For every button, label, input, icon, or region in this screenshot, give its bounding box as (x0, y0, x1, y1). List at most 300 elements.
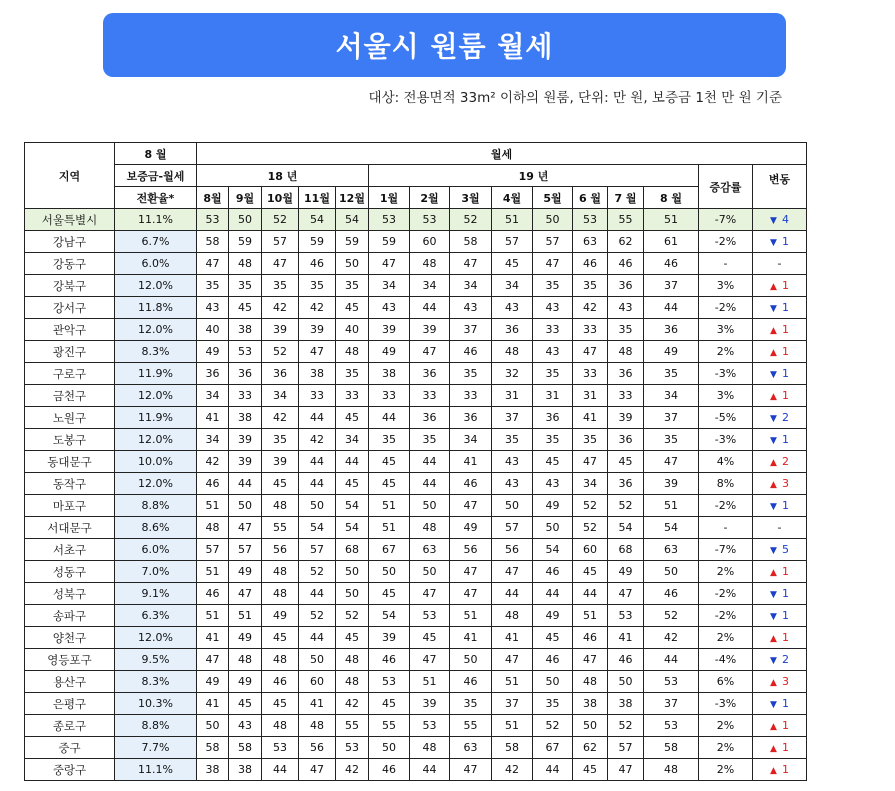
rent-cell: 42 (336, 693, 369, 715)
rent-cell: 48 (492, 605, 533, 627)
rent-cell: 59 (336, 231, 369, 253)
rent-cell: 36 (450, 407, 492, 429)
rate-cell: 8.6% (115, 517, 197, 539)
rent-cell: 59 (229, 231, 262, 253)
rent-cell: 35 (533, 363, 573, 385)
change-value: 2 (781, 411, 789, 424)
rent-cell: 44 (410, 451, 450, 473)
change-value: 1 (781, 499, 789, 512)
rent-cell: 48 (608, 341, 644, 363)
pct-cell: -3% (699, 693, 753, 715)
table-row (25, 495, 807, 517)
rent-cell: 38 (197, 759, 229, 781)
rent-cell: 50 (450, 649, 492, 671)
table-row (25, 429, 807, 451)
triangle-down-icon: ▼ (770, 502, 777, 512)
rent-cell: 36 (262, 363, 299, 385)
rent-cell: 39 (369, 319, 410, 341)
rent-cell: 46 (644, 583, 699, 605)
rent-cell: 67 (369, 539, 410, 561)
rent-cell: 53 (262, 737, 299, 759)
rent-cell: 31 (492, 385, 533, 407)
rent-cell: 47 (608, 759, 644, 781)
rent-cell: 39 (299, 319, 336, 341)
rent-cell: 46 (369, 649, 410, 671)
table-row (25, 517, 807, 539)
rent-cell: 36 (410, 407, 450, 429)
rent-cell: 52 (573, 495, 608, 517)
rent-cell: 45 (369, 473, 410, 495)
rent-cell: 51 (197, 495, 229, 517)
rent-cell: 48 (299, 715, 336, 737)
header-month: 6 월 (573, 187, 608, 209)
rent-cell: 55 (262, 517, 299, 539)
rent-cell: 49 (644, 341, 699, 363)
rent-cell: 35 (197, 275, 229, 297)
rent-cell: 50 (644, 561, 699, 583)
header-rate-3: 전환율* (115, 187, 197, 209)
rent-cell: 48 (229, 253, 262, 275)
pct-cell: -3% (699, 429, 753, 451)
rent-cell: 46 (450, 473, 492, 495)
table-row (25, 759, 807, 781)
rent-cell: 44 (262, 759, 299, 781)
region-cell: 중랑구 (25, 759, 115, 781)
change-value: 1 (781, 367, 789, 380)
rent-cell: 43 (533, 341, 573, 363)
rent-cell: 51 (492, 209, 533, 231)
rate-cell: 12.0% (115, 385, 197, 407)
change-value: 1 (781, 345, 789, 358)
rent-cell: 44 (336, 451, 369, 473)
rate-cell: 8.8% (115, 715, 197, 737)
rent-cell: 51 (573, 605, 608, 627)
region-cell: 서대문구 (25, 517, 115, 539)
triangle-down-icon: ▼ (770, 304, 777, 314)
page-title-banner (103, 13, 786, 77)
region-cell: 도봉구 (25, 429, 115, 451)
rent-cell: 50 (410, 495, 450, 517)
region-cell: 성동구 (25, 561, 115, 583)
rent-cell: 55 (369, 715, 410, 737)
change-value: 3 (781, 477, 789, 490)
header-pct: 증감률 (699, 165, 753, 209)
region-cell: 강북구 (25, 275, 115, 297)
rent-cell: 62 (608, 231, 644, 253)
rent-cell: 54 (608, 517, 644, 539)
rent-cell: 50 (336, 561, 369, 583)
rent-cell: 53 (410, 209, 450, 231)
rent-cell: 52 (262, 341, 299, 363)
rent-cell: 58 (450, 231, 492, 253)
change-value: 1 (781, 741, 789, 754)
rent-cell: 54 (644, 517, 699, 539)
rent-cell: 44 (410, 473, 450, 495)
rent-cell: 57 (262, 231, 299, 253)
header-month: 2월 (410, 187, 450, 209)
subtitle: 대상: 전용면적 33m² 이하의 원룸, 단위: 만 원, 보증금 1천 만 원 기준 (368, 90, 782, 106)
change-value: 1 (781, 433, 789, 446)
rent-cell: 46 (644, 253, 699, 275)
rent-cell: 50 (369, 737, 410, 759)
rent-cell: 46 (262, 671, 299, 693)
header-rent: 월세 (197, 143, 807, 165)
rent-cell: 46 (197, 583, 229, 605)
rent-cell: 56 (492, 539, 533, 561)
pct-cell: - (699, 517, 753, 539)
rent-cell: 53 (644, 671, 699, 693)
table-row (25, 407, 807, 429)
rent-cell: 67 (533, 737, 573, 759)
rent-cell: 44 (299, 473, 336, 495)
rent-cell: 44 (299, 451, 336, 473)
change-value: 1 (781, 719, 789, 732)
rent-cell: 53 (410, 715, 450, 737)
table-row (25, 253, 807, 275)
rent-cell: 62 (573, 737, 608, 759)
rent-cell: 48 (492, 341, 533, 363)
rent-cell: 43 (533, 297, 573, 319)
change-cell (753, 231, 807, 253)
rent-cell: 50 (299, 495, 336, 517)
rent-cell: 36 (608, 473, 644, 495)
rent-cell: 35 (492, 429, 533, 451)
rent-cell: 48 (262, 715, 299, 737)
region-cell: 마포구 (25, 495, 115, 517)
rent-cell: 51 (492, 715, 533, 737)
rent-cell: 58 (197, 737, 229, 759)
rent-cell: 41 (299, 693, 336, 715)
rate-cell: 7.0% (115, 561, 197, 583)
pct-cell: 2% (699, 561, 753, 583)
rent-cell: 68 (336, 539, 369, 561)
rent-cell: 52 (262, 209, 299, 231)
rent-cell: 48 (262, 649, 299, 671)
rent-cell: 45 (573, 561, 608, 583)
triangle-up-icon: ▲ (770, 458, 777, 468)
rent-cell: 33 (410, 385, 450, 407)
rent-cell: 45 (533, 451, 573, 473)
rent-cell: 52 (573, 517, 608, 539)
rent-cell: 48 (644, 759, 699, 781)
rent-cell: 34 (492, 275, 533, 297)
rent-cell: 49 (229, 561, 262, 583)
region-cell: 강동구 (25, 253, 115, 275)
change-cell (753, 737, 807, 759)
rent-cell: 45 (262, 627, 299, 649)
rent-cell: 47 (450, 583, 492, 605)
change-value: 1 (781, 279, 789, 292)
region-cell: 구로구 (25, 363, 115, 385)
rent-cell: 51 (369, 517, 410, 539)
table-row (25, 451, 807, 473)
rent-cell: 60 (573, 539, 608, 561)
triangle-up-icon: ▲ (770, 744, 777, 754)
rent-cell: 39 (229, 429, 262, 451)
rent-cell: 57 (492, 231, 533, 253)
rent-cell: 33 (533, 319, 573, 341)
rent-cell: 35 (644, 363, 699, 385)
rent-cell: 50 (410, 561, 450, 583)
triangle-up-icon: ▲ (770, 348, 777, 358)
rent-cell: 43 (369, 297, 410, 319)
rate-cell: 11.8% (115, 297, 197, 319)
rent-cell: 46 (608, 253, 644, 275)
rent-cell: 63 (644, 539, 699, 561)
pct-cell: 2% (699, 759, 753, 781)
rent-cell: 38 (229, 759, 262, 781)
rent-cell: 41 (450, 627, 492, 649)
rent-cell: 51 (197, 561, 229, 583)
rent-cell: 37 (492, 407, 533, 429)
rent-cell: 47 (262, 253, 299, 275)
rent-cell: 47 (644, 451, 699, 473)
pct-cell: 2% (699, 341, 753, 363)
rent-cell: 48 (229, 649, 262, 671)
rent-cell: 47 (299, 341, 336, 363)
rate-cell: 6.0% (115, 253, 197, 275)
rent-cell: 41 (492, 627, 533, 649)
rent-cell: 47 (410, 341, 450, 363)
rent-cell: 34 (450, 429, 492, 451)
rent-cell: 53 (336, 737, 369, 759)
rent-cell: 63 (450, 737, 492, 759)
region-cell: 성북구 (25, 583, 115, 605)
rent-cell: 45 (369, 693, 410, 715)
change-cell (753, 627, 807, 649)
pct-cell: -4% (699, 649, 753, 671)
rent-cell: 43 (492, 451, 533, 473)
rate-cell: 10.3% (115, 693, 197, 715)
rent-cell: 49 (229, 627, 262, 649)
rent-cell: 46 (197, 473, 229, 495)
rent-cell: 52 (336, 605, 369, 627)
pct-cell: 2% (699, 627, 753, 649)
rent-cell: 35 (262, 275, 299, 297)
rent-cell: 68 (608, 539, 644, 561)
rate-cell: 7.7% (115, 737, 197, 759)
rent-cell: 42 (262, 407, 299, 429)
pct-cell: 8% (699, 473, 753, 495)
change-cell (753, 319, 807, 341)
rent-cell: 60 (410, 231, 450, 253)
rent-cell: 35 (573, 429, 608, 451)
rent-cell: 39 (410, 319, 450, 341)
rent-cell: 53 (229, 341, 262, 363)
rent-cell: 35 (229, 275, 262, 297)
rent-cell: 44 (533, 583, 573, 605)
rent-cell: 52 (450, 209, 492, 231)
rent-cell: 36 (608, 429, 644, 451)
rent-cell: 54 (533, 539, 573, 561)
triangle-up-icon: ▲ (770, 678, 777, 688)
change-cell (753, 693, 807, 715)
region-cell: 동대문구 (25, 451, 115, 473)
triangle-down-icon: ▼ (770, 656, 777, 666)
rent-cell: 52 (299, 561, 336, 583)
table-row (25, 275, 807, 297)
rent-cell: 47 (197, 649, 229, 671)
rate-cell: 6.3% (115, 605, 197, 627)
region-cell: 양천구 (25, 627, 115, 649)
rate-cell: 12.0% (115, 319, 197, 341)
rent-cell: 55 (608, 209, 644, 231)
rate-cell: 9.1% (115, 583, 197, 605)
rent-cell: 43 (492, 473, 533, 495)
rent-cell: 49 (608, 561, 644, 583)
table-row (25, 583, 807, 605)
rent-cell: 44 (229, 473, 262, 495)
rent-cell: 50 (336, 583, 369, 605)
change-cell (753, 561, 807, 583)
rent-cell: 35 (533, 693, 573, 715)
rent-cell: 61 (644, 231, 699, 253)
rent-cell: 52 (644, 605, 699, 627)
pct-cell: -2% (699, 231, 753, 253)
rent-cell: 37 (644, 275, 699, 297)
header-month: 7 월 (608, 187, 644, 209)
rent-cell: 45 (410, 627, 450, 649)
table-row (25, 363, 807, 385)
table-row (25, 231, 807, 253)
change-value: 1 (781, 323, 789, 336)
rent-cell: 49 (533, 495, 573, 517)
rent-cell: 37 (450, 319, 492, 341)
pct-cell: 2% (699, 737, 753, 759)
change-cell (753, 385, 807, 407)
change-value: 2 (781, 455, 789, 468)
region-cell: 영등포구 (25, 649, 115, 671)
rent-cell: 58 (229, 737, 262, 759)
rent-cell: 45 (369, 583, 410, 605)
rent-cell: 55 (450, 715, 492, 737)
rent-cell: 42 (299, 429, 336, 451)
rent-cell: 38 (299, 363, 336, 385)
rent-cell: 37 (492, 693, 533, 715)
rent-cell: 33 (608, 385, 644, 407)
rent-cell: 35 (336, 363, 369, 385)
header-month: 4월 (492, 187, 533, 209)
change-cell (753, 583, 807, 605)
rent-cell: 59 (369, 231, 410, 253)
rent-cell: 34 (336, 429, 369, 451)
rent-cell: 38 (229, 407, 262, 429)
rent-cell: 35 (262, 429, 299, 451)
rent-cell: 35 (410, 429, 450, 451)
rent-cell: 43 (229, 715, 262, 737)
rent-cell: 47 (299, 759, 336, 781)
rent-cell: 43 (197, 297, 229, 319)
region-cell: 광진구 (25, 341, 115, 363)
rent-cell: 48 (410, 517, 450, 539)
rate-cell: 12.0% (115, 627, 197, 649)
rent-cell: 50 (336, 253, 369, 275)
change-value: 2 (781, 653, 789, 666)
rent-cell: 41 (573, 407, 608, 429)
rent-cell: 47 (410, 583, 450, 605)
rent-cell: 42 (492, 759, 533, 781)
table-row (25, 385, 807, 407)
rent-cell: 39 (262, 451, 299, 473)
rent-cell: 41 (197, 627, 229, 649)
rent-cell: 47 (573, 451, 608, 473)
pct-cell: 3% (699, 275, 753, 297)
rent-cell: 51 (369, 495, 410, 517)
rent-cell: 39 (608, 407, 644, 429)
rent-cell: 48 (336, 671, 369, 693)
rate-cell: 11.9% (115, 363, 197, 385)
rent-cell: 51 (492, 671, 533, 693)
pct-cell: 3% (699, 385, 753, 407)
rent-cell: 52 (299, 605, 336, 627)
rent-cell: 54 (299, 209, 336, 231)
rent-cell: 54 (336, 495, 369, 517)
rent-cell: 52 (533, 715, 573, 737)
table-row (25, 715, 807, 737)
rent-cell: 57 (533, 231, 573, 253)
header-rate-1: 8 월 (115, 143, 197, 165)
rent-cell: 49 (197, 671, 229, 693)
rate-cell: 8.3% (115, 671, 197, 693)
pct-cell: -2% (699, 605, 753, 627)
table-row (25, 737, 807, 759)
change-value: 5 (781, 543, 789, 556)
rent-cell: 60 (299, 671, 336, 693)
change-cell (753, 473, 807, 495)
rent-cell: 50 (533, 209, 573, 231)
header-month: 9월 (229, 187, 262, 209)
rent-cell: 31 (533, 385, 573, 407)
rent-cell: 47 (229, 583, 262, 605)
change-cell (753, 341, 807, 363)
rent-cell: 38 (229, 319, 262, 341)
change-cell (753, 297, 807, 319)
rate-cell: 12.0% (115, 429, 197, 451)
rent-cell: 44 (533, 759, 573, 781)
change-cell (753, 209, 807, 231)
change-value: 1 (781, 631, 789, 644)
rent-cell: 51 (450, 605, 492, 627)
region-cell: 용산구 (25, 671, 115, 693)
rent-cell: 53 (369, 209, 410, 231)
change-cell (753, 539, 807, 561)
rent-cell: 59 (299, 231, 336, 253)
rent-cell: 46 (533, 649, 573, 671)
rent-cell: 53 (573, 209, 608, 231)
rent-cell: 45 (533, 627, 573, 649)
rent-cell: 44 (410, 759, 450, 781)
rent-cell: 50 (197, 715, 229, 737)
rent-cell: 44 (299, 407, 336, 429)
rent-cell: 42 (299, 297, 336, 319)
table-row (25, 297, 807, 319)
rent-cell: 47 (450, 561, 492, 583)
rent-cell: 42 (262, 297, 299, 319)
rent-cell: 42 (644, 627, 699, 649)
rent-cell: 49 (262, 605, 299, 627)
triangle-down-icon: ▼ (770, 590, 777, 600)
rent-cell: 31 (573, 385, 608, 407)
rent-cell: 38 (608, 693, 644, 715)
rent-cell: 50 (533, 517, 573, 539)
region-cell: 은평구 (25, 693, 115, 715)
rent-cell: 57 (608, 737, 644, 759)
region-cell: 강남구 (25, 231, 115, 253)
rent-cell: 48 (262, 583, 299, 605)
rent-cell: 45 (262, 693, 299, 715)
rent-cell: 58 (644, 737, 699, 759)
triangle-down-icon: ▼ (770, 546, 777, 556)
